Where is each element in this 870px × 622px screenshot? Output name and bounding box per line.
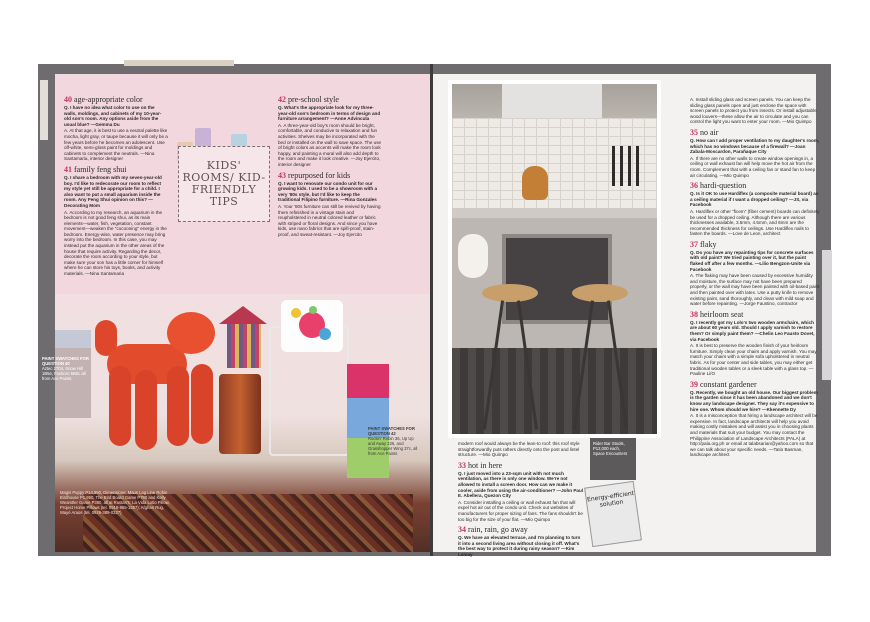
q36-number: 36: [690, 181, 698, 191]
right-column-side: [690, 96, 820, 458]
q41-heading: [64, 165, 168, 174]
hanging-utensil: [628, 146, 631, 186]
q39-heading: [690, 380, 820, 389]
q34-title: rain, rain, go away: [468, 525, 528, 535]
q35-title: no air: [700, 127, 719, 137]
q36-question: Q. Is it OK to use Hardiflex (a composite material board) as a ceiling material if I want a dropped ceiling? —JS, via Facebook: [690, 191, 819, 208]
q35-number: 35: [690, 127, 698, 137]
q38-answer: A. It is best to preserve the wooden finish of your heirloom furniture. Simply clean your chairs and apply varnish. You may match your chairs with a simple sofa upholstered in neutral fabric. As for your center and side tables, you may either get traditional wooden tables or a sleek table with a glass top. —Pauline Li/O: [690, 343, 817, 377]
q35-heading: [690, 128, 820, 137]
q39-question: Q. Recently, we bought an old house. Our biggest problem is the garden since it has been abandoned and we don't know any landscape designer. They say it's expensive to hire one. Whom should we hire? —Kkennette Dy: [690, 389, 818, 412]
swatch-caption-q42-title: PAINT SWATCHES FOR QUESTION 42: [368, 426, 415, 436]
q42-question: Q. What's the appropriate look for my three-year-old son's bedroom in terms of design and furniture arrangement? —Anne Advincula: [278, 105, 381, 122]
q34-answer-continued: A. Install sliding glass and screen panels. You can keep the sliding glass panels open and just enclose the space with screen panels to protect you from insects. Or install adjustable wood louvers—these allow the air to circulate and you can control the light you want to enter your room. —Mio Quimpo: [690, 97, 817, 125]
q37-number: 37: [690, 239, 698, 249]
q43-question: Q. I want to renovate our condo unit for our growing kids. I used to be a showroom with a very '80s style, but I'd like to keep the traditional Filipino furniture. —Rina Gonzales: [278, 180, 378, 203]
left-column-1: [64, 92, 168, 277]
q43-number: 43: [278, 170, 286, 180]
birdhouse-roof: [219, 306, 267, 324]
q41-question: Q. I share a bedroom with my seven-year-old boy. I'd like to redecorate our room to reflect my style yet still be appropriate for a child. I also want to put a small aquarium inside the room. Any Feng Shui opinion on this? —Decorating Mom: [64, 174, 162, 208]
copper-kettle: [522, 166, 548, 200]
q37-question: Q. Do you have any repainting tips for concrete surfaces with old paint? We tried painting over it, but the paint flaked off after a few months. —Lilio Bengzon-Unite via Facebook: [690, 249, 814, 272]
swatch-caption-q42: [368, 426, 418, 456]
q40-number: 40: [64, 95, 72, 104]
q38-number: 38: [690, 309, 698, 319]
q37-title: flaky: [700, 239, 717, 249]
swatch-caption-q40-text: Aztec 1704, Snow Hill 1B5e, Foxboro 5B5c all from Ace Paints: [42, 366, 86, 381]
stools-caption: Rider Bar Stools, P12,000 each, Space Encounters: [590, 438, 636, 480]
paint-swatch-gray: [55, 330, 91, 348]
swatch-caption-q42-text: Rockin' Robin 36, Up Up and Away 226, and Grasshopper Wing 37c, all from Ace Paints: [368, 436, 418, 456]
kids-rooms-title-box: [178, 146, 270, 222]
paper-strip-top: [124, 60, 234, 66]
section-title: KIDS' ROOMS/ KID-FRIENDLY TIPS: [182, 159, 266, 208]
puppy-leg: [109, 366, 131, 446]
q34-question: Q. We have an elevated terrace, and I'm planning to turn it into a second living area without closing it off. What's the best way to protect it during rainy season? —Kim Lamay: [458, 535, 581, 557]
q41-answer: A. According to my research, an aquarium in the bedroom is not good feng shui, as its main elements—water, fish, vegetation, constant movement—weaken the "cocooning" energy in the bedroom. Energy-wise, water presence may bring worry into the bedroom. In this case, you may instead put the aquarium in the other areas of the house that require activity. Regarding the decor, decorate the room according to your style, but make sure your son has a little corner for himself where he can store his toys, books, and activity materials. —Nina Santamaria: [64, 209, 167, 277]
q33-number: 33: [458, 460, 466, 470]
q35-question: Q. How can I add proper ventilation to my daughter's room, which has no windows because of a firewall? —Joan Zabala-Moscardon, Parañaque City: [690, 137, 820, 155]
right-column-bottom: [458, 440, 584, 558]
wooden-stool: [219, 374, 261, 454]
counter-top: [452, 208, 657, 218]
q34-number: 34: [458, 525, 466, 535]
paint-swatch-pink: [347, 364, 389, 398]
swatch-caption-q40-title: PAINT SWATCHES FOR QUESTION 40: [42, 356, 89, 366]
q38-question: Q. I recently got my Lolo's two wooden armchairs, which are about 60 years old. Should I apply varnish to restore them? Or simply paint them? —Chelin Leo Fausto Dovet, via Facebook: [690, 319, 815, 342]
q42-heading: [278, 95, 382, 104]
bar-stool-right: [572, 284, 628, 302]
kitchen-photo: [448, 80, 661, 438]
puppy-leg: [135, 370, 157, 450]
red-puppy-head: [167, 312, 215, 354]
q39-answer: A. It is a misconception that hiring a landscape architect will be expensive. In fact, landscape architects will help you avoid making costly mistakes and will assist you in choosing plants and materials that suit your budget. You may contact the Philippine Association of Landscape Architects (PALA) at http://pala.org.ph or email at talabsarian@yahoo.com so that we can talk about your specific needs. —Tatio Basman, landscape architect: [690, 413, 818, 458]
q33-answer: A. Consider installing a ceiling or wall exhaust fan that will expel hot air out of the condo unit. Check out websites of manufacturers for proper sizing of fans. The fans shouldn't be too big for the size of your flat. —Mio Quimpo: [458, 499, 583, 522]
energy-efficient-stamp: Energy-efficient solution: [584, 481, 642, 547]
tile-backsplash: [452, 118, 657, 208]
q39-title: constant gardener: [700, 379, 757, 389]
q33-question: Q. I just moved into a 23-sqm unit with not much ventilation, as there is only one window. We're not allowed to install a screen door. How can we make it cooler, aside from using the air-conditioner? —John Paul E. Abellera, Quezon City: [458, 470, 584, 499]
hanging-utensil: [636, 146, 639, 186]
q35-answer: A. If there are no other walls to create window openings in, a ceiling or wall exhaust fan will help move the hot air from the room. Complement that with a ceiling fan or stand fan to keep air circulating. —Mio Quimpo: [690, 155, 816, 178]
q40-question: Q. I have no idea what color to use on the walls, moldings, and cabinets of my 10-year-old son's room. Any options aside from the usual blue? —Gemma Du: [64, 105, 162, 127]
q38-title: heirloom seat: [700, 309, 744, 319]
birdhouse-image: [227, 324, 261, 368]
q36-heading: [690, 181, 820, 190]
left-column-2: [278, 92, 382, 237]
q43-answer: A. Your '80s furniture can still be revived by having them refinished in a vintage stain and reupholstered in neutral colored leather or fabric with striped or floral designs. And since you have kids, use nano fabrics that are spill-proof, stain-proof, and sweat-resistant. —Joy Ejercito: [278, 203, 381, 237]
q43-title: repurposed for kids: [288, 170, 351, 180]
q39-number: 39: [690, 379, 698, 389]
bar-stool-left: [482, 284, 538, 302]
q42-answer: A. A three-year-old boy's room should be bright, comfortable, and conducive to relaxation and fun activities. Shelves may be incorporated with the bed or installed on the wall to save space. The use of bright colors as accents will make the room look happy, and painting a mural will also add depth to the room and make it look creative. —Joy Ejercito, interior designer: [278, 122, 382, 167]
q40-heading: [64, 95, 168, 104]
q36-answer: A. Hardiflex or other "ficem" (fiber cement) boards can definitely be used for a dropped ceiling. Although there are various thicknesses available, 3.5mm, 4.5mm, and 6mm are the recommended thickness for ceilings. Use Hardiflex nails to fasten the boards. —Love de Leon, architect: [690, 208, 820, 237]
product-credits: Magis Puppy P14,950, Dimensione; Maus Log Line Robin Birdhouse P1,950, The Bird Board Game P780 and Kelly Wearstler Game P380, all at Rustan's; La Vida Lotio Pillow, Project Home Pillows (tel. 0916-855-1357); Afghan Rug, Wayé Araos (tel. 0926-389-0227): [60, 490, 170, 515]
q37-heading: [690, 240, 820, 249]
puppy-leg: [191, 364, 213, 444]
paper-strip-left: [40, 80, 48, 140]
q37-answer: A. The flaking may have been caused by excessive humidity and moisture, the surface may not have been prepared properly, or the wall may have been painted with oil-based paint and then painted over with latex. Use a putty knife to remove existing paint, sand thoroughly, and clean with mild soap and water before repainting. —Jorge Faustino, contractor: [690, 273, 820, 307]
q41-title: family feng shui: [74, 164, 127, 174]
q41-number: 41: [64, 164, 72, 174]
q33-title: hot in here: [468, 460, 503, 470]
q33-heading: [458, 461, 584, 470]
q32-continued: modern roof would always be the lean-to roof: this roof style straightforwardly puts rafters directly onto the post and lintel structure. —Mio Quimpo: [458, 441, 580, 458]
q43-heading: [278, 171, 382, 180]
puppy-leg: [167, 366, 189, 446]
q42-number: 42: [278, 95, 286, 104]
range-hood: [502, 84, 602, 118]
q40-title: age-appropriate color: [74, 95, 143, 104]
hanging-utensil: [612, 146, 615, 186]
q40-answer: A. At that age, it is best to use a neutral palette like mocha, light gray, or taupe because it will only be a few years before he becomes an adolescent. Use off-white, semi-gloss paint for moldings and cabinets to complement the neutrals. —Nina Santamaria, interior designer: [64, 128, 168, 162]
dotted-pillow: [281, 300, 343, 352]
q34-heading: [458, 525, 584, 534]
swatch-caption-q40: [42, 356, 90, 381]
hanging-utensil: [620, 146, 623, 186]
paper-strip-right: [822, 250, 832, 380]
q42-title: pre-school style: [288, 95, 339, 104]
q36-title: hardi-question: [700, 181, 747, 191]
oven-mitten: [458, 234, 488, 278]
q38-heading: [690, 310, 820, 319]
